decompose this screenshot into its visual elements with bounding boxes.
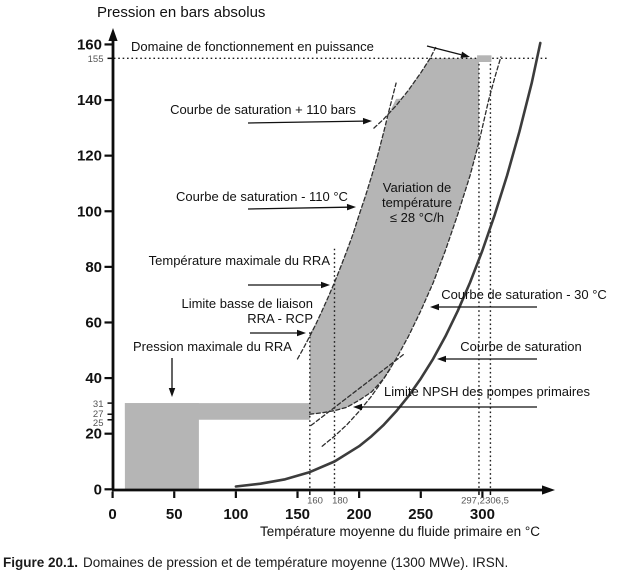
annotation-courbe-sat-moins-30C-label-arrow1-arrowhead (430, 304, 439, 311)
y-tick-label-0: 0 (93, 481, 102, 499)
x-tick-label-250: 250 (408, 506, 434, 523)
annotation-limite-basse-liaison-rra-rcp-line1: Limite basse de liaison (181, 296, 313, 311)
annotation-courbe-sat-plus-110bars-label-arrow1-line (248, 121, 363, 123)
annotation-temperature-maximale-rra: Température maximale du RRA (148, 253, 330, 268)
annotation-courbe-saturation-label-arrow1-arrowhead (437, 356, 446, 363)
annotation-variation-temperature-line3: ≤ 28 °C/h (389, 210, 445, 225)
annotation-limite-npsh-pompes-primaires: Limite NPSH des pompes primaires (384, 384, 590, 399)
y-minor-label-31: 31 (92, 399, 104, 410)
x-minor-label-160: 160 (307, 495, 323, 507)
region-power-operation-marker (477, 55, 491, 62)
x-tick-label-300: 300 (469, 506, 495, 523)
annotation-courbe-saturation-label: Courbe de saturation (460, 339, 582, 354)
annotation-courbe-sat-plus-110bars-label-arrow1-arrowhead (363, 118, 372, 124)
annotation-domaine-fonctionnement-puissance: Domaine de fonctionnement en puissance (131, 39, 374, 54)
annotation-variation-temperature-line2: température (381, 195, 453, 210)
annotation-courbe-sat-plus-110bars-label: Courbe de saturation + 110 bars (170, 102, 356, 117)
y-tick-label-120: 120 (76, 147, 102, 165)
annotation-limite-basse-liaison-rra-rcp-line2: RRA - RCP (247, 311, 313, 326)
x-tick-label-150: 150 (284, 506, 311, 523)
annotation-courbe-sat-moins-30C-label: Courbe de saturation - 30 °C (441, 287, 607, 302)
y-minor-label-155: 155 (87, 54, 104, 65)
y-tick-label-40: 40 (85, 370, 102, 388)
y-minor-label-25: 25 (92, 418, 104, 429)
annotation-courbe-sat-moins-110C-label-arrow1-line (248, 207, 347, 209)
x-axis-title: Température moyenne du fluide primaire en °C (259, 524, 541, 539)
figure-caption-label: Figure 20.1. (3, 555, 79, 570)
y-tick-label-60: 60 (85, 314, 102, 332)
annotation-limite-basse-liaison-rra-rcp-arrow1-arrowhead (297, 330, 306, 337)
y-tick-label-80: 80 (85, 258, 102, 276)
x-minor-label-306,5: 306,5 (485, 495, 509, 507)
x-tick-label-200: 200 (346, 506, 372, 523)
x-tick-label-0: 0 (108, 506, 117, 523)
annotation-courbe-sat-moins-110C-label-arrow1-arrowhead (347, 204, 356, 210)
annotation-pression-maximale-rra-arrow1-arrowhead (169, 388, 176, 397)
y-tick-label-20: 20 (85, 425, 102, 443)
y-tick-label-100: 100 (76, 203, 102, 221)
y-minor-label-27: 27 (92, 409, 104, 420)
x-minor-label-180: 180 (332, 495, 348, 507)
annotation-courbe-sat-moins-110C-label: Courbe de saturation - 110 °C (176, 189, 348, 204)
annotation-temperature-maximale-rra-arrow1-arrowhead (321, 282, 330, 289)
x-tick-label-50: 50 (165, 506, 183, 523)
y-axis-arrowhead (108, 28, 117, 41)
figure-caption-text: Domaines de pression et de température moyenne (1300 MWe). IRSN. (83, 555, 509, 570)
annotation-limite-npsh-pompes-primaires-arrow1-arrowhead (353, 404, 362, 411)
annotation-variation-temperature-line1: Variation de (382, 180, 452, 195)
region-rra-pressure-band (125, 403, 310, 420)
figure-caption (3, 555, 508, 570)
x-minor-label-297,2: 297,2 (461, 495, 485, 507)
x-axis-arrowhead (542, 485, 555, 494)
x-tick-label-100: 100 (223, 506, 249, 523)
y-axis-title: Pression en bars absolus (97, 4, 266, 21)
y-tick-label-160: 160 (76, 36, 102, 54)
annotation-pression-maximale-rra: Pression maximale du RRA (133, 339, 292, 354)
y-tick-label-140: 140 (76, 92, 102, 110)
annotation-domaine-fonctionnement-puissance-arrow1-arrowhead (460, 52, 470, 58)
